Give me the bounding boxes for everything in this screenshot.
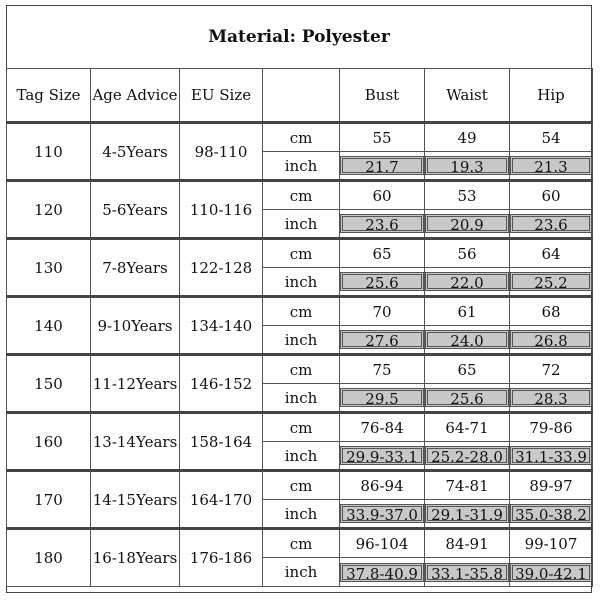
- table-row: [7, 239, 593, 268]
- unit-cm-label: cm: [263, 529, 340, 558]
- table-row: [7, 355, 593, 384]
- hip-inch-cell: [510, 500, 593, 529]
- unit-inch-label: inch: [263, 384, 340, 413]
- waist-inch-cell: [425, 268, 510, 297]
- waist-inch-value: 24.0: [425, 330, 509, 349]
- hip-inch-value: 26.8: [510, 330, 592, 349]
- bust-cm-cell: 60: [340, 181, 425, 210]
- hip-inch-cell: [510, 152, 593, 181]
- hip-cm-cell: 64: [510, 239, 593, 268]
- hip-inch-cell: [510, 210, 593, 239]
- hip-cm-cell: 89-97: [510, 471, 593, 500]
- hip-inch-value: 39.0-42.1: [510, 563, 592, 582]
- waist-inch-value: 19.3: [425, 156, 509, 175]
- hip-inch-cell: [510, 384, 593, 413]
- unit-cm-label: cm: [263, 239, 340, 268]
- bust-inch-value: 25.6: [340, 272, 424, 291]
- header-hip: Hip: [510, 69, 593, 123]
- hip-cm-cell: 68: [510, 297, 593, 326]
- hip-inch-cell: [510, 268, 593, 297]
- bust-inch-cell: [340, 500, 425, 529]
- hip-cm-cell: 79-86: [510, 413, 593, 442]
- hip-cm-cell: 99-107: [510, 529, 593, 558]
- hip-inch-value: 35.0-38.2: [510, 504, 592, 523]
- title-band: [6, 5, 592, 68]
- waist-inch-cell: [425, 558, 510, 587]
- eu-size-cell: 146-152: [180, 355, 263, 413]
- waist-inch-cell: [425, 500, 510, 529]
- bust-inch-cell: [340, 210, 425, 239]
- tag-size-cell: 150: [7, 355, 91, 413]
- hip-inch-value: 23.6: [510, 214, 592, 233]
- waist-inch-cell: [425, 442, 510, 471]
- waist-inch-value: 25.6: [425, 388, 509, 407]
- unit-cm-label: cm: [263, 471, 340, 500]
- table-row: [7, 413, 593, 442]
- tag-size-cell: 180: [7, 529, 91, 587]
- tag-size-cell: 130: [7, 239, 91, 297]
- waist-cm-cell: 53: [425, 181, 510, 210]
- table-row: [7, 181, 593, 210]
- header-row: [7, 69, 593, 123]
- size-chart-table: [6, 68, 593, 587]
- table-row: [7, 123, 593, 152]
- waist-cm-cell: 49: [425, 123, 510, 152]
- unit-inch-label: inch: [263, 152, 340, 181]
- waist-inch-cell: [425, 152, 510, 181]
- bust-cm-cell: 65: [340, 239, 425, 268]
- bust-inch-value: 33.9-37.0: [340, 504, 424, 523]
- tag-size-cell: 170: [7, 471, 91, 529]
- age-advice-cell: 4-5Years: [91, 123, 180, 181]
- bust-cm-cell: 76-84: [340, 413, 425, 442]
- unit-cm-label: cm: [263, 355, 340, 384]
- bust-cm-cell: 96-104: [340, 529, 425, 558]
- waist-inch-value: 22.0: [425, 272, 509, 291]
- age-advice-cell: 9-10Years: [91, 297, 180, 355]
- bust-inch-value: 37.8-40.9: [340, 563, 424, 582]
- bust-inch-value: 21.7: [340, 156, 424, 175]
- unit-cm-label: cm: [263, 181, 340, 210]
- hip-inch-cell: [510, 558, 593, 587]
- bust-inch-value: 29.9-33.1: [340, 446, 424, 465]
- header-waist: Waist: [425, 69, 510, 123]
- eu-size-cell: 164-170: [180, 471, 263, 529]
- unit-cm-label: cm: [263, 413, 340, 442]
- unit-inch-label: inch: [263, 268, 340, 297]
- bust-inch-value: 27.6: [340, 330, 424, 349]
- eu-size-cell: 122-128: [180, 239, 263, 297]
- eu-size-cell: 110-116: [180, 181, 263, 239]
- table-row: [7, 529, 593, 558]
- age-advice-cell: 7-8Years: [91, 239, 180, 297]
- header-eu-size: EU Size: [180, 69, 263, 123]
- unit-inch-label: inch: [263, 326, 340, 355]
- bust-inch-value: 23.6: [340, 214, 424, 233]
- waist-cm-cell: 74-81: [425, 471, 510, 500]
- bust-inch-cell: [340, 152, 425, 181]
- hip-inch-value: 21.3: [510, 156, 592, 175]
- bust-inch-value: 29.5: [340, 388, 424, 407]
- page-title: Material: Polyester: [208, 26, 390, 47]
- bust-cm-cell: 86-94: [340, 471, 425, 500]
- hip-inch-value: 28.3: [510, 388, 592, 407]
- tag-size-cell: 160: [7, 413, 91, 471]
- age-advice-cell: 13-14Years: [91, 413, 180, 471]
- tag-size-cell: 120: [7, 181, 91, 239]
- age-advice-cell: 5-6Years: [91, 181, 180, 239]
- waist-inch-value: 29.1-31.9: [425, 504, 509, 523]
- header-unit: [263, 69, 340, 123]
- waist-inch-value: 20.9: [425, 214, 509, 233]
- hip-inch-value: 25.2: [510, 272, 592, 291]
- waist-inch-value: 33.1-35.8: [425, 563, 509, 582]
- waist-inch-cell: [425, 326, 510, 355]
- bust-cm-cell: 70: [340, 297, 425, 326]
- header-tag-size: Tag Size: [7, 69, 91, 123]
- bust-inch-cell: [340, 442, 425, 471]
- waist-cm-cell: 65: [425, 355, 510, 384]
- tag-size-cell: 110: [7, 123, 91, 181]
- bust-inch-cell: [340, 384, 425, 413]
- hip-cm-cell: 72: [510, 355, 593, 384]
- unit-inch-label: inch: [263, 210, 340, 239]
- unit-inch-label: inch: [263, 558, 340, 587]
- hip-cm-cell: 60: [510, 181, 593, 210]
- unit-inch-label: inch: [263, 500, 340, 529]
- waist-cm-cell: 64-71: [425, 413, 510, 442]
- eu-size-cell: 134-140: [180, 297, 263, 355]
- waist-cm-cell: 84-91: [425, 529, 510, 558]
- unit-cm-label: cm: [263, 297, 340, 326]
- waist-inch-value: 25.2-28.0: [425, 446, 509, 465]
- table-row: [7, 297, 593, 326]
- header-age-advice: Age Advice: [91, 69, 180, 123]
- eu-size-cell: 158-164: [180, 413, 263, 471]
- bust-inch-cell: [340, 326, 425, 355]
- header-bust: Bust: [340, 69, 425, 123]
- unit-cm-label: cm: [263, 123, 340, 152]
- waist-cm-cell: 56: [425, 239, 510, 268]
- age-advice-cell: 14-15Years: [91, 471, 180, 529]
- waist-cm-cell: 61: [425, 297, 510, 326]
- eu-size-cell: 98-110: [180, 123, 263, 181]
- waist-inch-cell: [425, 210, 510, 239]
- age-advice-cell: 16-18Years: [91, 529, 180, 587]
- age-advice-cell: 11-12Years: [91, 355, 180, 413]
- unit-inch-label: inch: [263, 442, 340, 471]
- bust-cm-cell: 75: [340, 355, 425, 384]
- waist-inch-cell: [425, 384, 510, 413]
- bust-inch-cell: [340, 268, 425, 297]
- hip-cm-cell: 54: [510, 123, 593, 152]
- eu-size-cell: 176-186: [180, 529, 263, 587]
- hip-inch-cell: [510, 326, 593, 355]
- table-row: [7, 471, 593, 500]
- hip-inch-cell: [510, 442, 593, 471]
- bust-cm-cell: 55: [340, 123, 425, 152]
- hip-inch-value: 31.1-33.9: [510, 446, 592, 465]
- tag-size-cell: 140: [7, 297, 91, 355]
- bust-inch-cell: [340, 558, 425, 587]
